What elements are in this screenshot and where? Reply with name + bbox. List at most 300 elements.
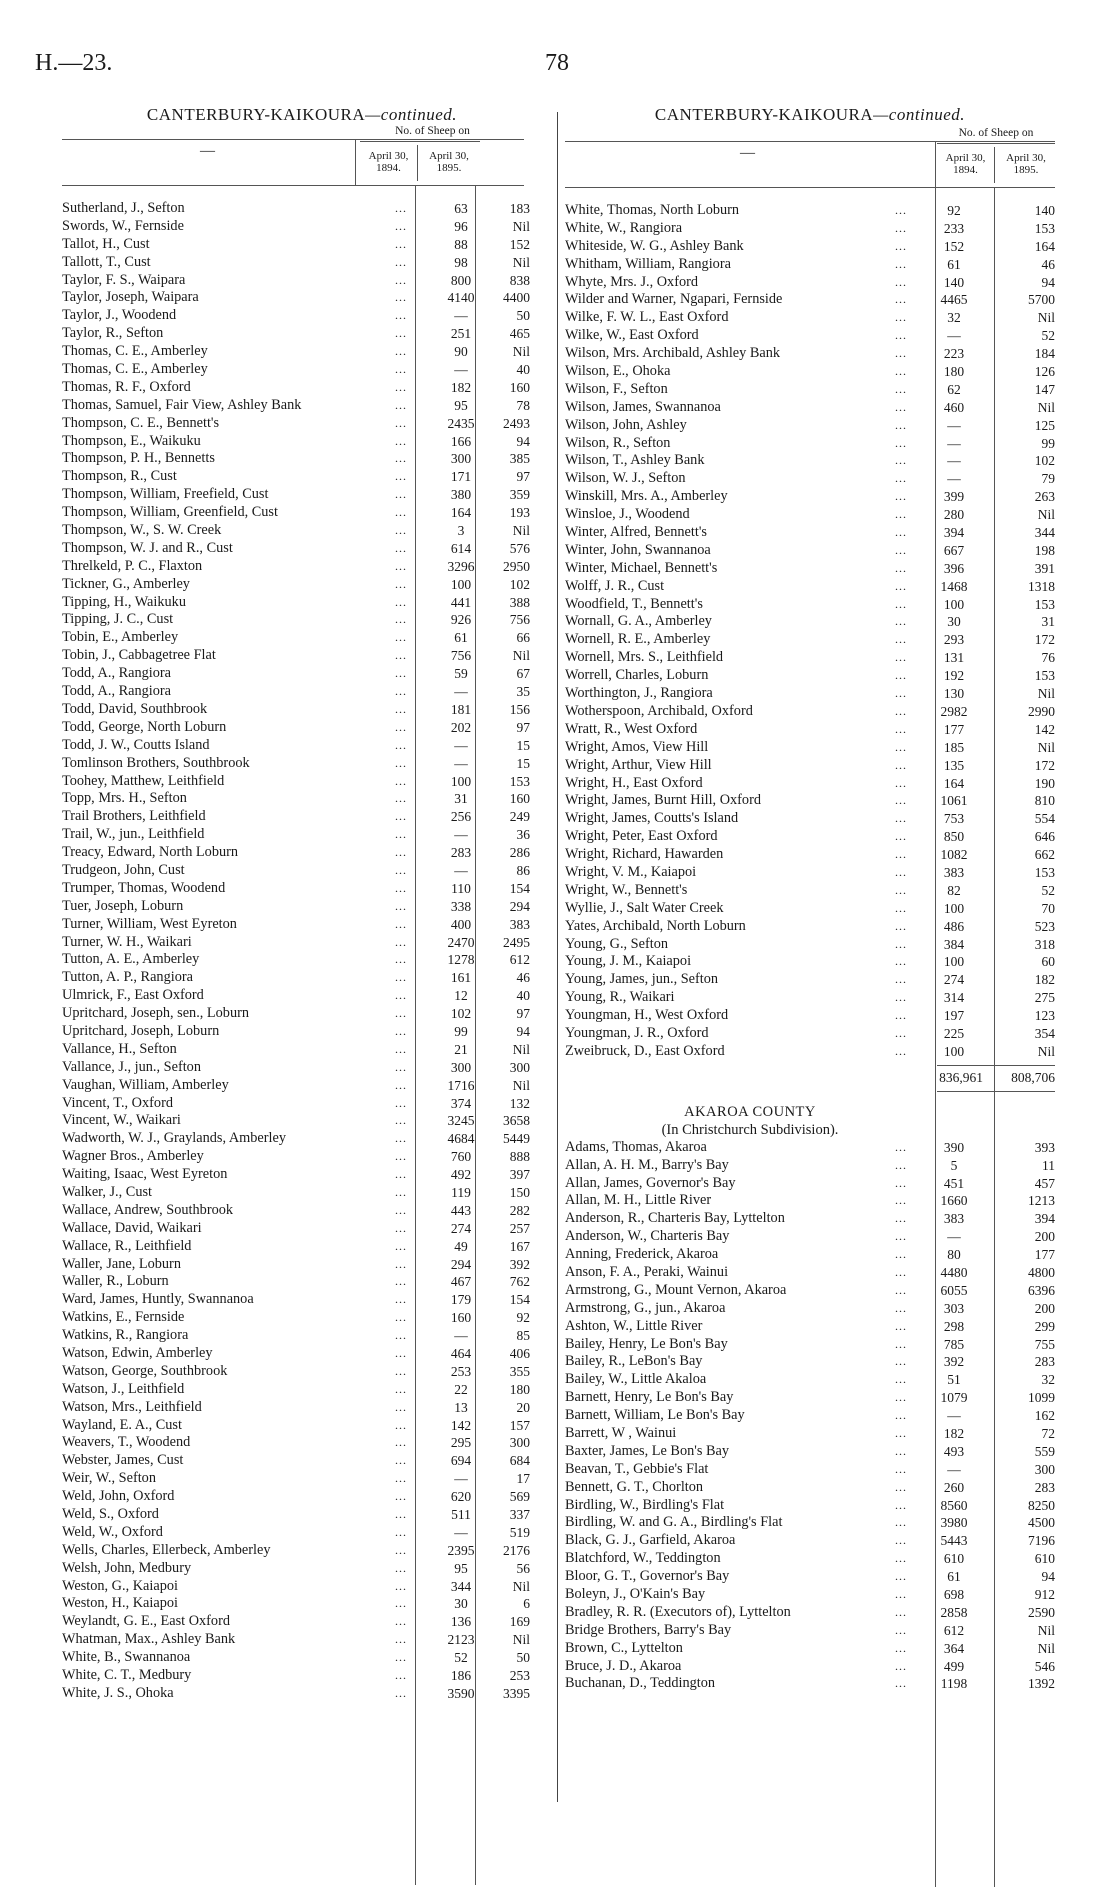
table-row bbox=[62, 1488, 552, 1506]
owner-name: Barnett, William, Le Bon's Bay bbox=[565, 1407, 745, 1424]
owner-name: Thompson, P. H., Bennetts bbox=[62, 450, 215, 467]
sheep-1895: 102 bbox=[509, 576, 530, 592]
table-row bbox=[565, 613, 1055, 631]
group-header-rule bbox=[360, 141, 480, 142]
subcol-divider bbox=[417, 145, 418, 181]
left-column-title bbox=[57, 105, 547, 125]
table-row bbox=[565, 560, 1055, 578]
sheep-1894: 161 bbox=[450, 970, 472, 986]
sheep-1894: 694 bbox=[450, 1453, 472, 1469]
sheep-1894: 179 bbox=[450, 1292, 472, 1308]
owner-name: Worrell, Charles, Loburn bbox=[565, 667, 709, 684]
leader-dots: ... bbox=[895, 1175, 907, 1190]
sheep-1895: 294 bbox=[509, 898, 530, 914]
sheep-1894: 620 bbox=[450, 1489, 472, 1505]
owner-name: Watson, George, Southbrook bbox=[62, 1362, 228, 1379]
leader-dots: ... bbox=[895, 1658, 907, 1673]
leader-dots: ... bbox=[395, 1435, 407, 1450]
leader-dots: ... bbox=[895, 936, 907, 951]
sheep-1894: 100 bbox=[943, 596, 965, 612]
table-row bbox=[62, 629, 552, 647]
table-row bbox=[565, 1586, 1055, 1604]
owner-name: Wilke, W., East Oxford bbox=[565, 327, 699, 344]
sheep-1895: 355 bbox=[509, 1363, 530, 1379]
owner-name: Weld, S., Oxford bbox=[62, 1506, 159, 1523]
sheep-1895: 140 bbox=[1034, 203, 1055, 218]
sheep-1894: 2123 bbox=[447, 1632, 475, 1648]
sheep-1895: 569 bbox=[509, 1489, 530, 1505]
sheep-1894: 96 bbox=[454, 218, 468, 234]
col-1895-date: April 30, bbox=[429, 150, 469, 162]
sheep-count-header: No. of Sheep on bbox=[395, 125, 470, 137]
sheep-1895: Nil bbox=[1037, 399, 1055, 415]
sheep-1894: 1278 bbox=[447, 952, 475, 968]
table-row bbox=[565, 274, 1055, 292]
owner-name: Wallace, R., Leithfield bbox=[62, 1237, 192, 1254]
owner-name: Wornell, Mrs. S., Leithfield bbox=[565, 649, 724, 666]
owner-name: Waiting, Isaac, West Eyreton bbox=[62, 1166, 228, 1183]
leader-dots: ... bbox=[395, 290, 407, 305]
table-row bbox=[62, 844, 552, 862]
table-row bbox=[62, 1381, 552, 1399]
leader-dots: ... bbox=[895, 596, 907, 611]
table-row bbox=[565, 1497, 1055, 1515]
table-row bbox=[62, 1452, 552, 1470]
sheep-1895: 52 bbox=[1041, 882, 1055, 898]
owner-name: Whatman, Max., Ashley Bank bbox=[62, 1631, 236, 1648]
table-row bbox=[565, 775, 1055, 793]
sheep-1895: 546 bbox=[1034, 1658, 1055, 1674]
sheep-1894: 667 bbox=[943, 542, 965, 558]
owner-name: Wallace, Andrew, Southbrook bbox=[62, 1201, 234, 1218]
total-1895: 808,706 bbox=[1011, 1069, 1055, 1085]
sheep-1895: 263 bbox=[1034, 489, 1055, 505]
table-row bbox=[565, 399, 1055, 417]
owner-name: Wayland, E. A., Cust bbox=[62, 1416, 182, 1433]
sheep-1895: 153 bbox=[1034, 596, 1055, 612]
owner-name: Wells, Charles, Ellerbeck, Amberley bbox=[62, 1541, 271, 1558]
sheep-1895: 147 bbox=[1034, 381, 1055, 397]
table-row bbox=[62, 683, 552, 701]
sheep-1895: 299 bbox=[1034, 1318, 1055, 1334]
sheep-1895: 66 bbox=[516, 630, 530, 646]
leader-dots: ... bbox=[395, 362, 407, 377]
owner-name: Trumper, Thomas, Woodend bbox=[62, 879, 226, 896]
leader-dots: ... bbox=[895, 203, 907, 217]
leader-dots: ... bbox=[395, 809, 407, 824]
sheep-1894: 223 bbox=[943, 346, 965, 362]
owner-name: White, B., Swannanoa bbox=[62, 1649, 191, 1666]
sheep-1895: 183 bbox=[509, 201, 530, 216]
owner-name: Webster, James, Cust bbox=[62, 1452, 184, 1469]
leader-dots: ... bbox=[895, 560, 907, 575]
leader-dots: ... bbox=[395, 773, 407, 788]
sheep-1895: Nil bbox=[1037, 686, 1055, 702]
sheep-1895: 344 bbox=[1034, 525, 1055, 541]
owner-name: Taylor, R., Sefton bbox=[62, 325, 164, 342]
sheep-1895: 397 bbox=[509, 1167, 530, 1183]
sheep-1895: 1318 bbox=[1028, 578, 1055, 594]
sheep-1895: 154 bbox=[509, 1292, 530, 1308]
sheep-1895: 94 bbox=[1041, 1569, 1055, 1585]
sheep-1895: 32 bbox=[1041, 1372, 1055, 1388]
leader-dots: ... bbox=[895, 328, 907, 343]
leader-dots: ... bbox=[895, 1587, 907, 1602]
leader-dots: ... bbox=[395, 1685, 407, 1700]
sheep-1895: Nil bbox=[512, 1578, 530, 1594]
sheep-1894: 314 bbox=[943, 990, 965, 1006]
total-1894: 836,961 bbox=[939, 1069, 983, 1085]
leader-dots: ... bbox=[895, 972, 907, 987]
leader-dots: ... bbox=[895, 686, 907, 701]
sheep-1895: 253 bbox=[509, 1668, 530, 1684]
sheep-1894: 3980 bbox=[940, 1515, 968, 1531]
header-top-rule bbox=[62, 139, 524, 140]
table-row bbox=[565, 327, 1055, 345]
col-1894-header bbox=[937, 152, 994, 176]
owner-name: Trail, W., jun., Leithfield bbox=[62, 826, 205, 843]
sheep-1895: 76 bbox=[1041, 650, 1055, 666]
owner-name: Allan, M. H., Little River bbox=[565, 1192, 712, 1209]
leader-dots: ... bbox=[395, 684, 407, 699]
sheep-1894: 344 bbox=[450, 1578, 472, 1594]
leader-dots: ... bbox=[395, 540, 407, 555]
owner-name: Wright, Peter, East Oxford bbox=[565, 828, 718, 845]
table-row bbox=[565, 1336, 1055, 1354]
sheep-1895: 457 bbox=[1034, 1175, 1055, 1191]
sheep-1895: 70 bbox=[1041, 900, 1055, 916]
sheep-1894: 80 bbox=[947, 1247, 961, 1263]
leader-dots: ... bbox=[395, 1381, 407, 1396]
leader-dots: ... bbox=[895, 1282, 907, 1297]
sheep-1895: 132 bbox=[509, 1095, 530, 1111]
leader-dots: ... bbox=[895, 453, 907, 468]
owner-name: Armstrong, G., Mount Vernon, Akaroa bbox=[565, 1281, 787, 1298]
sheep-1895: Nil bbox=[512, 523, 530, 539]
table-row bbox=[565, 1461, 1055, 1479]
sheep-1895: 200 bbox=[1034, 1229, 1055, 1245]
left-rows bbox=[62, 200, 552, 1703]
sheep-1895: 2990 bbox=[1028, 703, 1055, 719]
sheep-1894: 4480 bbox=[940, 1264, 968, 1280]
table-row bbox=[62, 558, 552, 576]
sheep-1895: 406 bbox=[509, 1346, 530, 1361]
sheep-1894: 180 bbox=[943, 364, 965, 380]
sheep-1894: 486 bbox=[943, 918, 965, 934]
leader-dots: ... bbox=[895, 668, 907, 683]
owner-name: Turner, William, West Eyreton bbox=[62, 915, 237, 932]
sheep-1895: 184 bbox=[1034, 346, 1055, 362]
owner-name: Baxter, James, Le Bon's Bay bbox=[565, 1442, 730, 1459]
sheep-1895: Nil bbox=[1037, 1622, 1055, 1638]
leader-dots: ... bbox=[895, 1229, 907, 1244]
sheep-1894: 99 bbox=[454, 1023, 468, 1039]
owner-name: Tomlinson Brothers, Southbrook bbox=[62, 754, 250, 771]
table-row bbox=[565, 1389, 1055, 1407]
sheep-1895: 4500 bbox=[1028, 1515, 1055, 1531]
sheep-1894: 384 bbox=[943, 936, 965, 952]
table-row bbox=[565, 1246, 1055, 1264]
owner-name: Thompson, R., Cust bbox=[62, 468, 177, 485]
leader-dots: ... bbox=[395, 1471, 407, 1486]
leader-dots: ... bbox=[895, 1336, 907, 1351]
table-row bbox=[62, 1077, 552, 1095]
table-row bbox=[565, 363, 1055, 381]
table-row bbox=[62, 1095, 552, 1113]
owner-name: Thompson, C. E., Bennett's bbox=[62, 414, 220, 431]
sheep-1895: 392 bbox=[509, 1256, 530, 1272]
owner-name: Swords, W., Fernside bbox=[62, 217, 184, 234]
table-row bbox=[565, 792, 1055, 810]
owner-name: Tutton, A. E., Amberley bbox=[62, 951, 200, 968]
table-row bbox=[62, 486, 552, 504]
leader-dots: ... bbox=[395, 1095, 407, 1110]
table-row bbox=[565, 1353, 1055, 1371]
sheep-1894: 142 bbox=[450, 1417, 472, 1433]
sheep-1895: 142 bbox=[1034, 721, 1055, 737]
sheep-1895: Nil bbox=[512, 1041, 530, 1057]
sheep-1894: 756 bbox=[450, 648, 472, 664]
sheep-1894: 197 bbox=[943, 1008, 965, 1024]
sheep-1895: 94 bbox=[516, 1023, 530, 1039]
leader-dots: ... bbox=[895, 918, 907, 933]
sheep-1895: 282 bbox=[509, 1202, 530, 1218]
table-row bbox=[565, 739, 1055, 757]
owner-name: Wright, Amos, View Hill bbox=[565, 738, 709, 755]
sheep-1894: 186 bbox=[450, 1668, 472, 1684]
sheep-1894: 300 bbox=[450, 1059, 472, 1075]
leader-dots: ... bbox=[895, 1372, 907, 1387]
leader-dots: ... bbox=[395, 1131, 407, 1146]
leader-dots: ... bbox=[395, 1202, 407, 1217]
table-row bbox=[62, 576, 552, 594]
owner-name: Young, R., Waikari bbox=[565, 989, 675, 1006]
sheep-1895: 79 bbox=[1041, 471, 1055, 487]
leader-dots: ... bbox=[895, 864, 907, 879]
sheep-1895: 172 bbox=[1034, 632, 1055, 648]
table-row bbox=[62, 218, 552, 236]
sheep-1895: 1099 bbox=[1028, 1390, 1055, 1406]
leader-dots: ... bbox=[895, 1551, 907, 1566]
sheep-1895: 160 bbox=[509, 791, 530, 807]
table-row bbox=[565, 1568, 1055, 1586]
header-vrule bbox=[355, 139, 356, 185]
sheep-1895: 86 bbox=[516, 862, 530, 878]
owner-name: Bennett, G. T., Chorlton bbox=[565, 1478, 704, 1495]
leader-dots: ... bbox=[395, 1489, 407, 1504]
leader-dots: ... bbox=[395, 1149, 407, 1164]
sheep-1894: 2982 bbox=[940, 703, 968, 719]
owner-name: Todd, A., Rangiora bbox=[62, 683, 171, 700]
sheep-1894: 1079 bbox=[940, 1390, 968, 1406]
sheep-1894: — bbox=[454, 827, 468, 843]
leader-dots: ... bbox=[895, 381, 907, 396]
sheep-1895: 50 bbox=[516, 1650, 530, 1666]
table-row bbox=[62, 1220, 552, 1238]
owner-name: Thompson, William, Freefield, Cust bbox=[62, 486, 269, 503]
sheep-1894: — bbox=[454, 755, 468, 771]
sheep-1894: 233 bbox=[943, 220, 965, 236]
sheep-1894: 135 bbox=[943, 757, 965, 773]
leader-dots: ... bbox=[395, 1596, 407, 1611]
owner-name: Whiteside, W. G., Ashley Bank bbox=[565, 237, 744, 254]
sheep-1895: 610 bbox=[1034, 1551, 1055, 1567]
table-row bbox=[565, 1139, 1055, 1157]
table-row bbox=[62, 808, 552, 826]
table-row bbox=[565, 1640, 1055, 1658]
table-row bbox=[62, 1649, 552, 1667]
sheep-1894: — bbox=[454, 737, 468, 753]
sheep-1895: 36 bbox=[516, 827, 530, 843]
leader-dots: ... bbox=[395, 1578, 407, 1593]
sheep-1894: 390 bbox=[943, 1139, 965, 1155]
leader-dots: ... bbox=[395, 1399, 407, 1414]
table-row bbox=[565, 1318, 1055, 1336]
totals-bottom-rule bbox=[937, 1091, 1055, 1092]
table-row bbox=[565, 1175, 1055, 1193]
leader-dots: ... bbox=[895, 507, 907, 522]
sheep-1895: Nil bbox=[1037, 1043, 1055, 1059]
sheep-1895: 646 bbox=[1034, 829, 1055, 845]
leader-dots: ... bbox=[895, 1157, 907, 1172]
sheep-1894: 800 bbox=[450, 272, 472, 288]
owner-name: Wotherspoon, Archibald, Oxford bbox=[565, 702, 753, 719]
leader-dots: ... bbox=[395, 1023, 407, 1038]
owner-name: Trail Brothers, Leithfield bbox=[62, 808, 206, 825]
table-row bbox=[62, 1595, 552, 1613]
sheep-1895: 102 bbox=[1034, 453, 1055, 469]
sheep-1894: 260 bbox=[943, 1479, 965, 1495]
leader-dots: ... bbox=[395, 236, 407, 251]
table-row bbox=[565, 1210, 1055, 1228]
sheep-1895: 125 bbox=[1034, 417, 1055, 433]
leader-dots: ... bbox=[895, 1497, 907, 1512]
sheep-1894: 253 bbox=[450, 1363, 472, 1379]
leader-dots: ... bbox=[895, 489, 907, 504]
table-row bbox=[565, 1282, 1055, 1300]
owner-name: Wornell, R. E., Amberley bbox=[565, 631, 711, 648]
leader-dots: ... bbox=[895, 1247, 907, 1262]
table-row bbox=[62, 1345, 552, 1363]
sheep-1895: 662 bbox=[1034, 847, 1055, 863]
sheep-1895: 162 bbox=[1034, 1408, 1055, 1424]
table-row bbox=[565, 452, 1055, 470]
leader-dots: ... bbox=[395, 916, 407, 931]
sheep-1894: 100 bbox=[943, 954, 965, 970]
table-row bbox=[62, 1399, 552, 1417]
sheep-1895: 85 bbox=[516, 1328, 530, 1344]
sheep-1895: 153 bbox=[1034, 864, 1055, 880]
sheep-1894: — bbox=[947, 1461, 961, 1477]
sheep-1895: 888 bbox=[509, 1149, 530, 1165]
sheep-1894: 364 bbox=[943, 1640, 965, 1656]
sheep-1894: — bbox=[454, 1471, 468, 1487]
leader-dots: ... bbox=[895, 1211, 907, 1226]
owner-name: Birdling, W. and G. A., Birdling's Flat bbox=[565, 1514, 783, 1531]
sheep-1894: 136 bbox=[450, 1614, 472, 1630]
sheep-1894: 698 bbox=[943, 1587, 965, 1603]
owner-name: Wratt, R., West Oxford bbox=[565, 720, 698, 737]
owner-name: Vincent, T., Oxford bbox=[62, 1094, 173, 1111]
sheep-1894: 396 bbox=[943, 560, 965, 576]
sheep-1895: 20 bbox=[516, 1399, 530, 1415]
owner-name: Brown, C., Lyttelton bbox=[565, 1639, 683, 1656]
sheep-1894: 394 bbox=[943, 525, 965, 541]
header-vrule bbox=[935, 141, 936, 187]
leader-dots: ... bbox=[395, 934, 407, 949]
sheep-1894: 95 bbox=[454, 1560, 468, 1576]
owner-name: Bloor, G. T., Governor's Bay bbox=[565, 1568, 730, 1585]
sheep-1894: 2858 bbox=[940, 1604, 968, 1620]
sheep-1895: 193 bbox=[509, 505, 530, 521]
sheep-1894: 131 bbox=[943, 650, 965, 666]
table-row bbox=[62, 1506, 552, 1524]
table-row bbox=[62, 540, 552, 558]
sheep-1894: 1061 bbox=[940, 793, 968, 809]
sheep-1894: 152 bbox=[943, 238, 965, 254]
leader-dots: ... bbox=[395, 397, 407, 412]
leader-dots: ... bbox=[395, 523, 407, 538]
leader-dots: ... bbox=[895, 1515, 907, 1530]
sheep-1895: 5700 bbox=[1028, 292, 1055, 308]
title-suffix: —continued. bbox=[873, 105, 966, 124]
sheep-1894: 392 bbox=[943, 1354, 965, 1370]
table-row bbox=[62, 1524, 552, 1542]
owner-name: Boleyn, J., O'Kain's Bay bbox=[565, 1586, 706, 1603]
owner-name: Wilson, F., Sefton bbox=[565, 380, 668, 397]
sheep-1894: 225 bbox=[943, 1025, 965, 1041]
leader-dots: ... bbox=[395, 558, 407, 573]
sheep-1895: Nil bbox=[512, 218, 530, 234]
table-row bbox=[565, 900, 1055, 918]
table-row bbox=[62, 1578, 552, 1596]
leader-dots: ... bbox=[395, 827, 407, 842]
table-row bbox=[62, 665, 552, 683]
owner-name: Wright, Arthur, View Hill bbox=[565, 756, 712, 773]
leader-dots: ... bbox=[395, 1668, 407, 1683]
owner-name: Ulmrick, F., East Oxford bbox=[62, 987, 204, 1004]
sheep-1895: 318 bbox=[1034, 936, 1055, 952]
sheep-1895: 354 bbox=[1034, 1025, 1055, 1041]
sheep-1894: 5443 bbox=[940, 1533, 968, 1549]
owner-name: Wilson, John, Ashley bbox=[565, 416, 687, 433]
leader-dots: ... bbox=[895, 364, 907, 379]
table-row bbox=[565, 256, 1055, 274]
table-row bbox=[62, 1041, 552, 1059]
leader-dots: ... bbox=[895, 632, 907, 647]
sheep-1894: 130 bbox=[943, 686, 965, 702]
sheep-1895: 56 bbox=[516, 1560, 530, 1576]
leader-dots: ... bbox=[895, 310, 907, 325]
owner-name: Tuer, Joseph, Loburn bbox=[62, 897, 184, 914]
leader-dots: ... bbox=[395, 415, 407, 430]
table-row bbox=[62, 1112, 552, 1130]
table-row bbox=[62, 1023, 552, 1041]
leader-dots: ... bbox=[895, 1025, 907, 1040]
owner-name: Young, G., Sefton bbox=[565, 935, 669, 952]
table-row bbox=[565, 1443, 1055, 1461]
sheep-1894: — bbox=[454, 684, 468, 700]
sheep-1894: 612 bbox=[943, 1622, 965, 1638]
owner-name: Watson, Edwin, Amberley bbox=[62, 1345, 213, 1361]
table-row bbox=[565, 1550, 1055, 1568]
sheep-1895: 160 bbox=[509, 379, 530, 395]
leader-dots: ... bbox=[395, 755, 407, 770]
sheep-1894: — bbox=[454, 308, 468, 324]
sheep-1895: 167 bbox=[509, 1238, 530, 1254]
owner-name: Bradley, R. R. (Executors of), Lyttelton bbox=[565, 1603, 791, 1620]
sheep-1894: 380 bbox=[450, 487, 472, 503]
